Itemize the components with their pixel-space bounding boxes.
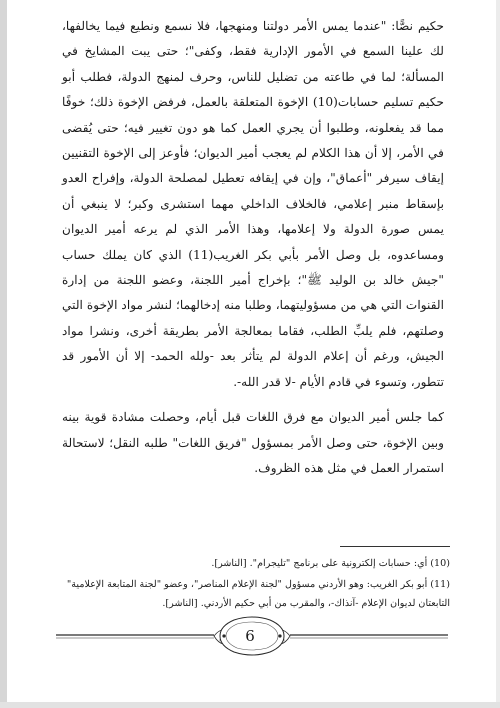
body-paragraph-1: حكيم نصًّا: "عندما يمس الأمر دولتنا ومنهجها، فلا نسمع ونطيع فيما يخالفها، لك علينا السمع في الأمور الإدارية فقط، وكفى"؛ حتى يبت المشايخ في المسألة؛ لما في طاعته من تضليل للناس، وحرف لمنهج الدولة، فطلب أبو حكيم تسليم حسابات(10) الإخوة المتعلقة بالعمل، فرفض الإخوة ذلك؛ خوفًا مما قد يفعلونه، وطلبوا أن يجري العمل كما هو دون تغيير فيه؛ حتى يُقضى في الأمر، إلا أن هذا الكلام لم يعجب أمير الديوان؛ فأوعز إلى الإخوة التقنيين إيقاف سيرفر "أعماق"، وإن في إيقافه تعطيل لمصلحة الدولة، وإفراح العدو بإسقاط منبر إعلامي، فالخلاف الداخلي مهما استشرى وكبر؛ لا ينبغي أن يمس صورة الدولة ولا إعلامها، وهذا الأمر الذي لم يرعه أمير الديوان ومساعدوه، بل وصل الأمر بأبي بكر الغريب(11) الذي كان يملك حساب "جيش خالد بن الوليد ﷺ"؛ بإخراج أمير اللجنة، وعضو اللجنة من إدارة القنوات التي هي من مسؤوليتهما، وطلبا منه إدخالهما؛ لنشر مواد الإخوة التي وصلتهم، فلم يلبِّ الطلب، فقاما بمعالجة الأمر بطريقة أخرى، ونشرا مواد الجيش، ورغم أن إعلام الدولة لم يتأثر بعد -ولله الحمد- إلا أن الأمور قد تتطور، وتسوء في قادم الأيام -لا قدر الله-. xyxy=(62,19,444,389)
footnote-10: (10) أي: حسابات إلكترونية على برنامج "تليجرام". [الناشر]. xyxy=(211,558,450,569)
footnotes xyxy=(60,554,450,613)
body-text xyxy=(62,14,444,481)
page-frame-bottom xyxy=(0,702,500,708)
page-number: 6 xyxy=(245,627,255,645)
page-frame-right xyxy=(496,0,500,708)
page-frame-left xyxy=(0,0,7,708)
body-paragraph-2: كما جلس أمير الديوان مع فرق اللغات قبل أيام، وحصلت مشادة قوية بينه وبين الإخوة، حتى وصل الأمر بمسؤول "فريق اللغات" طلبه النقل؛ لاستحالة استمرار العمل في مثل هذه الظروف. xyxy=(62,410,444,475)
footnote-separator xyxy=(340,546,450,547)
footnote-11: (11) أبو بكر الغريب: وهو الأردني مسؤول "لجنة الإعلام المناصر"، وعضو "لجنة المتابعة الإعلامية" التابعتان لديوان الإعلام -آنذاك-، والمقرب من أبي حكيم الأردني. [الناشر]. xyxy=(66,579,450,609)
